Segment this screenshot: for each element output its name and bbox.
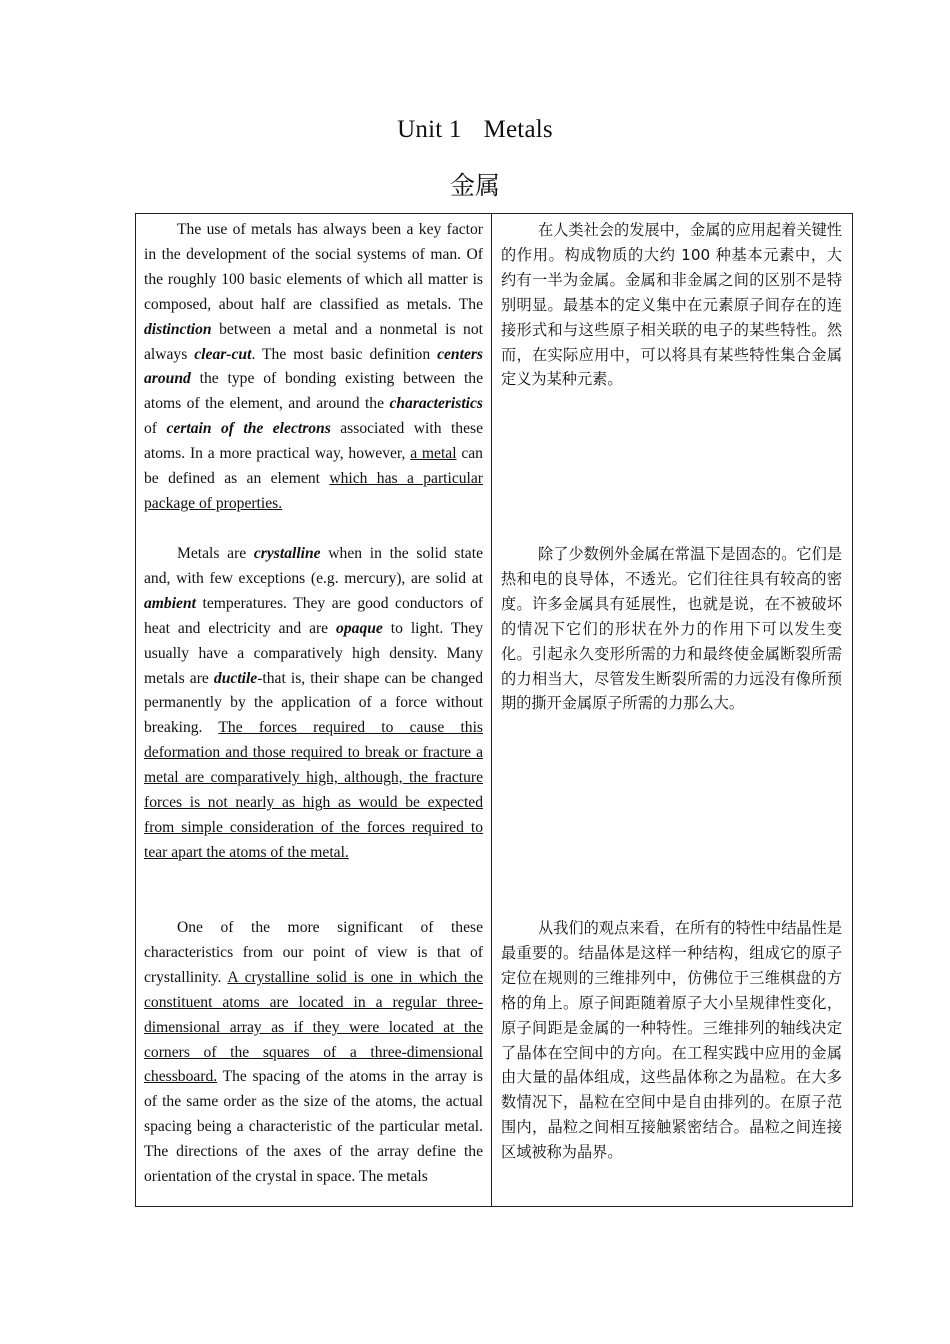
underlined-phrase: which has a particular package of properties. [144,470,483,512]
emphasized-term: opaque [336,619,383,637]
text-run: when in the solid state and, with few exceptions (e.g. mercury), are solid at [144,545,483,587]
text-run: The spacing of the atoms in the array is of the same order as the size of the atoms, the actual spacing being a characteristic of the particular metal. The directions of the axes of the array define the orientation of the crystal in space. The metals [144,1068,483,1186]
emphasized-term: centers around [144,345,483,388]
emphasized-term: crystalline [253,545,321,562]
underlined-phrase: a metal [410,445,457,463]
unit-number: Unit 1 [397,116,462,143]
text-run: to light. They usually have a comparatively high density. Many metals are [144,619,484,687]
text-run: The use of metals has always been a key factor in the development of the social systems of man. Of the roughly 100 basic elements of which all matter is composed, about half are classified as metals. The [144,221,483,313]
text-run: -that is, their shape can be changed permanently by the application of a force without breaking. [144,669,484,737]
text-run: temperatures. They are good conductors of heat and electricity and are [144,594,483,637]
english-paragraph [144,542,483,916]
chinese-paragraph: 从我们的观点来看，在所有的特性中结晶性是最重要的。结晶体是这样一种结构，组成它的原子定位在规则的三维排列中，仿佛位于三维棋盘的方格的角上。原子间距随着原子大小呈规律性变化，原子间距是金属的一种特性。三维排列的轴线决定了晶体在空间中的方向。在工程实践中应用的金属由大量的晶体组成，这些晶体称之为晶粒。在大多数情况下，晶粒在空间中是自由排列的。在原子范围内，晶粒之间相互接触紧密结合。晶粒之间连接区域被称为晶界。 [501,919,842,1162]
english-column [136,214,492,1207]
underlined-phrase: The forces required to cause this deformation and those required to break or fracture a metal are comparatively high, although, the fracture forces is not nearly as high as would be expected from simple consideration of the forces required to tear apart the atoms of the metal. [144,719,483,861]
text-run: associated with these atoms. In a more practical way, however, [144,420,484,463]
emphasized-term: ductile [213,669,258,687]
unit-title-chinese: 金属 [449,171,500,200]
unit-title [0,116,950,144]
text-run: . The most basic definition [251,345,438,363]
underlined-phrase: A crystalline solid is one in which the constituent atoms are located in a regular three-dimensional array as if they were located at the corners of the squares of a three-dimensional chessboard. [144,968,483,1086]
chinese-paragraph: 在人类社会的发展中，金属的应用起着关键性的作用。构成物质的大约 100 种基本元素中，大约有一半为金属。金属和非金属之间的区别不是特别明显。最基本的定义集中在元素原子间存在的连接形式和与这些原子相关联的电子的某些特性。然而，在实际应用中，可以将具有某些特性集合金属定义为某种元素。 [501,221,842,389]
paragraph-row [136,214,853,1207]
english-paragraph [144,916,483,1206]
text-run: can be defined as an element [144,445,483,488]
text-run: Metals are [177,545,254,562]
emphasized-term: characteristics [389,395,483,413]
emphasized-term: distinction [144,320,212,338]
chinese-column [492,214,853,1207]
text-run: between a metal and a nonmetal is not always [144,320,483,363]
english-paragraph [144,218,483,542]
text-run: of [144,420,167,438]
bilingual-text-table [135,213,853,1207]
chinese-paragraph: 除了少数例外金属在常温下是固态的。它们是热和电的良导体，不透光。它们往往具有较高的密度。许多金属具有延展性，也就是说，在不被破坏的情况下它们的形状在外力的作用下可以发生变化。引起永久变形所需的力和最终使金属断裂所需的力相当大，尽管发生断裂所需的力远没有像所预期的撕开金属原子所需的力那么大。 [501,545,842,713]
emphasized-term: ambient [144,594,196,612]
text-run: One of the more significant of these characteristics from our point of view is that of crystallinity. [144,919,483,986]
text-run: the type of bonding existing between the atoms of the element, and around the [144,370,483,413]
emphasized-term: certain of the electrons [166,420,331,438]
unit-topic: Metals [483,116,553,143]
emphasized-term: clear-cut [194,345,252,363]
